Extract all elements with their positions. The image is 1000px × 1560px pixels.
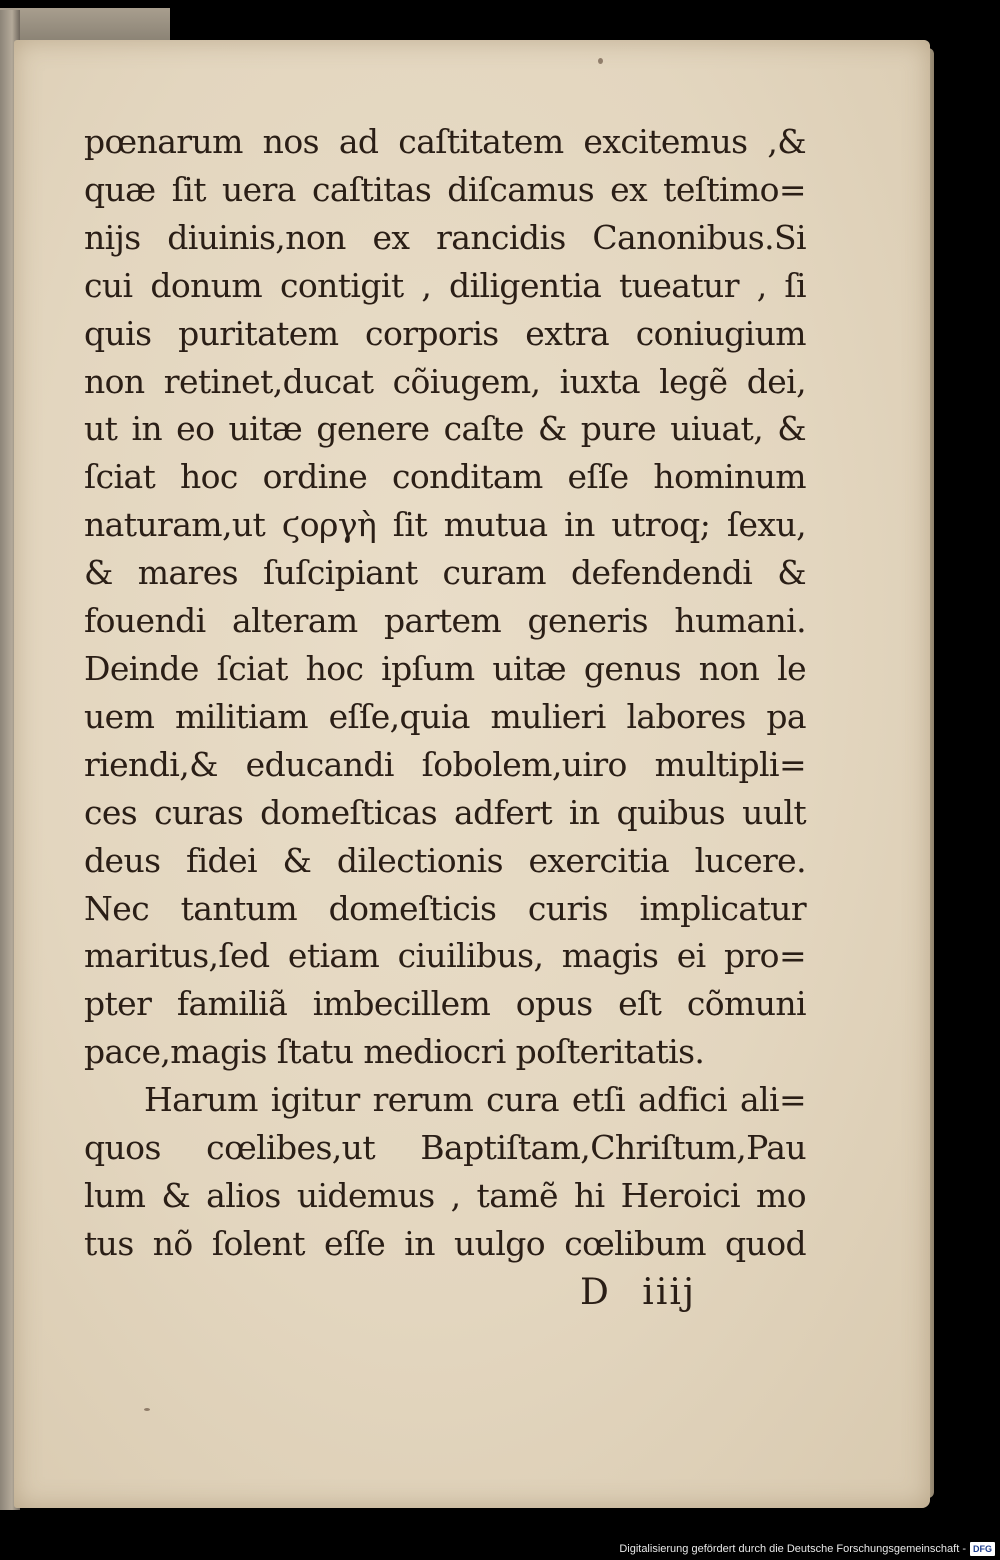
text-line: Nec tantum domeſticis curis implicatur [84,888,806,928]
text-line: cui donum contigit , diligentia tueatur , ſi [84,265,806,305]
text-line: maritus,ſed etiam ciuilibus, magis ei pro= [84,936,806,976]
text-line-indented: Harum igitur rerum cura etſi adfici ali= [144,1080,806,1120]
text-line: naturam,ut ϛοργὴ ſit mutua in utroq; ſexu, [84,505,806,545]
ink-speck [598,58,603,64]
text-line: ces curas domeſticas adfert in quibus uult [84,792,806,832]
digitization-credit [540,1540,995,1558]
text-line: quæ ſit uera caſtitas diſcamus ex teſtimo= [84,169,806,209]
text-line: ut in eo uitæ genere caſte & pure uiuat, & [84,409,806,449]
text-line: lum & alios uidemus , tamẽ hi Heroici mo [84,1175,806,1215]
text-line: pace,magis ſtatu mediocri poſteritatis. [84,1032,705,1072]
text-line: quis puritatem corporis extra coniugium [84,313,806,353]
binding-strip [0,8,170,42]
text-line: nijs diuinis,non ex rancidis Canonibus.Si [84,217,806,257]
dfg-logo-icon: DFG [970,1542,995,1556]
text-line: tus nõ ſolent eſſe in uulgo cœlibum quod [84,1223,806,1263]
text-line: ſciat hoc ordine conditam eſſe hominum [84,457,806,497]
signature-mark: D iiij [580,1272,697,1313]
text-line: riendi,& educandi ſobolem,uiro multipli= [84,744,806,784]
ink-speck [144,1408,150,1411]
text-line: pter familiã imbecillem opus eſt cõmuni [84,984,806,1024]
text-line: deus fidei & dilectionis exercitia lucere. [84,840,806,880]
text-line: quos cœlibes,ut Baptiſtam,Chriſtum,Pau [84,1128,806,1168]
text-line: fouendi alteram partem generis humani. [84,601,806,641]
page-text [84,118,806,1268]
text-line: & mares ſuſcipiant curam defendendi & [84,553,806,593]
text-line: uem militiam eſſe,quia mulieri labores pa [84,696,806,736]
text-line: non retinet,ducat cõiugem, iuxta legẽ dei, [84,361,806,401]
text-line: Deinde ſciat hoc ipſum uitæ genus non le [84,648,806,688]
text-line: pœnarum nos ad caſtitatem excitemus ,& [84,122,806,161]
credit-text: Digitalisierung gefördert durch die Deutsche Forschungsgemeinschaft - [619,1543,966,1555]
